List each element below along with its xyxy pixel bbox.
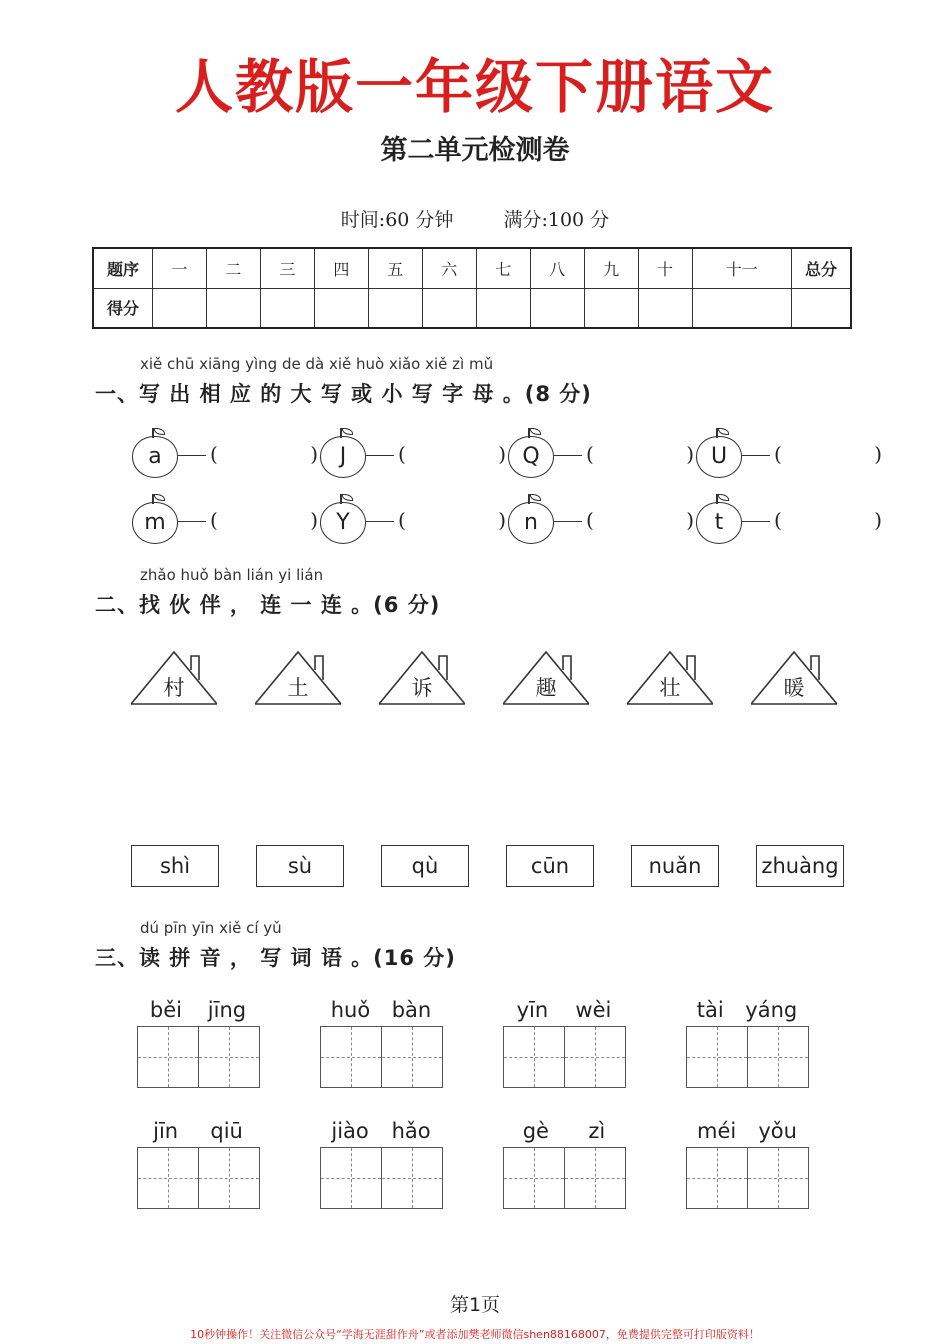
writing-cell[interactable]	[320, 1026, 382, 1088]
score-input-cell[interactable]	[368, 288, 422, 328]
apple-letter-item[interactable]: n ( )	[508, 500, 698, 544]
score-input-cell[interactable]	[792, 288, 852, 328]
writing-cell[interactable]	[686, 1026, 748, 1088]
leaf-icon	[342, 428, 353, 435]
apple-icon: J	[320, 436, 366, 478]
writing-cell[interactable]	[686, 1147, 748, 1209]
score-cell: 十一	[692, 248, 791, 288]
apple-letter-item[interactable]: Y ( )	[320, 500, 510, 544]
leaf-icon	[530, 494, 541, 501]
score-input-cell[interactable]	[206, 288, 260, 328]
section2-pinyin: zhǎo huǒ bàn lián yi lián	[140, 566, 324, 584]
time-limit: 时间:60 分钟	[340, 209, 454, 231]
score-cell: 七	[476, 248, 530, 288]
score-input-cell[interactable]	[638, 288, 692, 328]
score-input-cell[interactable]	[692, 288, 791, 328]
writing-cell[interactable]	[198, 1147, 260, 1209]
apple-icon: m	[132, 502, 178, 544]
writing-cell[interactable]	[564, 1147, 626, 1209]
apple-letter-item[interactable]: a ( )	[132, 434, 322, 478]
score-table	[92, 247, 852, 329]
score-cell: 总分	[792, 248, 852, 288]
house-character[interactable]: 暖	[751, 650, 837, 706]
apple-icon: U	[696, 436, 742, 478]
pinyin-box[interactable]: cūn	[506, 845, 594, 887]
score-cell: 三	[260, 248, 314, 288]
writing-cell[interactable]	[381, 1147, 443, 1209]
section1-pinyin: xiě chū xiāng yìng de dà xiě huò xiǎo xiě zì mǔ	[140, 355, 494, 373]
writing-cell[interactable]	[320, 1147, 382, 1209]
house-character[interactable]: 壮	[627, 650, 713, 706]
test-title: 第二单元检测卷	[380, 135, 570, 166]
apple-icon: a	[132, 436, 178, 478]
section3-heading: 三、读 拼 音 ， 写 词 语 。(16 分)	[95, 946, 456, 970]
writing-cell[interactable]	[503, 1026, 565, 1088]
apple-icon: t	[696, 502, 742, 544]
apple-letter-item[interactable]: U ( )	[696, 434, 886, 478]
score-cell: 五	[368, 248, 422, 288]
house-character[interactable]: 趣	[503, 650, 589, 706]
section2-heading: 二、找 伙 伴 ， 连 一 连 。(6 分)	[95, 593, 441, 617]
pinyin-box[interactable]: qù	[381, 845, 469, 887]
score-cell: 题序	[93, 248, 153, 288]
score-cell: 二	[206, 248, 260, 288]
writing-cell[interactable]	[381, 1026, 443, 1088]
pinyin-box[interactable]: shì	[131, 845, 219, 887]
score-input-cell[interactable]	[476, 288, 530, 328]
score-cell: 六	[422, 248, 476, 288]
writing-cell[interactable]	[198, 1026, 260, 1088]
leaf-icon	[154, 428, 165, 435]
score-cell: 九	[584, 248, 638, 288]
apple-icon: Q	[508, 436, 554, 478]
apple-letter-item[interactable]: Q ( )	[508, 434, 698, 478]
writing-cell[interactable]	[564, 1026, 626, 1088]
apple-letter-item[interactable]: J ( )	[320, 434, 510, 478]
apple-icon: Y	[320, 502, 366, 544]
score-cell: 十	[638, 248, 692, 288]
full-score: 满分:100 分	[503, 209, 610, 231]
house-character[interactable]: 诉	[379, 650, 465, 706]
pinyin-box[interactable]: zhuàng	[756, 845, 844, 887]
score-table-header-row	[93, 248, 851, 288]
apple-icon: n	[508, 502, 554, 544]
apple-letter-item[interactable]: m ( )	[132, 500, 322, 544]
apple-letter-item[interactable]: t ( )	[696, 500, 886, 544]
score-input-cell[interactable]	[584, 288, 638, 328]
section3-pinyin: dú pīn yīn xiě cí yǔ	[140, 919, 282, 937]
score-cell: 四	[314, 248, 368, 288]
leaf-icon	[342, 494, 353, 501]
score-input-cell[interactable]	[530, 288, 584, 328]
score-input-cell[interactable]	[260, 288, 314, 328]
score-cell: 八	[530, 248, 584, 288]
score-row-label: 得分	[93, 288, 153, 328]
house-character[interactable]: 土	[255, 650, 341, 706]
writing-cell[interactable]	[747, 1147, 809, 1209]
footer-note: 10秒钟操作！关注微信公众号“学海无涯甜作舟”或者添加樊老师微信shen88168007，免费提供完整可打印版资料！	[190, 1328, 760, 1341]
leaf-icon	[718, 428, 729, 435]
pinyin-box[interactable]: nuǎn	[631, 845, 719, 887]
leaf-icon	[530, 428, 541, 435]
score-input-cell[interactable]	[422, 288, 476, 328]
writing-cell[interactable]	[137, 1147, 199, 1209]
score-input-cell[interactable]	[153, 288, 207, 328]
writing-cell[interactable]	[137, 1026, 199, 1088]
page-number: 第1页	[449, 1294, 501, 1316]
writing-cell[interactable]	[503, 1147, 565, 1209]
section1-heading: 一、写 出 相 应 的 大 写 或 小 写 字 母 。(8 分)	[95, 382, 592, 406]
writing-cell[interactable]	[747, 1026, 809, 1088]
score-cell: 一	[153, 248, 207, 288]
leaf-icon	[154, 494, 165, 501]
score-table-score-row	[93, 288, 851, 328]
leaf-icon	[718, 494, 729, 501]
pinyin-box[interactable]: sù	[256, 845, 344, 887]
score-input-cell[interactable]	[314, 288, 368, 328]
house-character[interactable]: 村	[131, 650, 217, 706]
test-meta	[0, 205, 950, 232]
banner-title: 人教版一年级下册语文	[174, 53, 775, 121]
